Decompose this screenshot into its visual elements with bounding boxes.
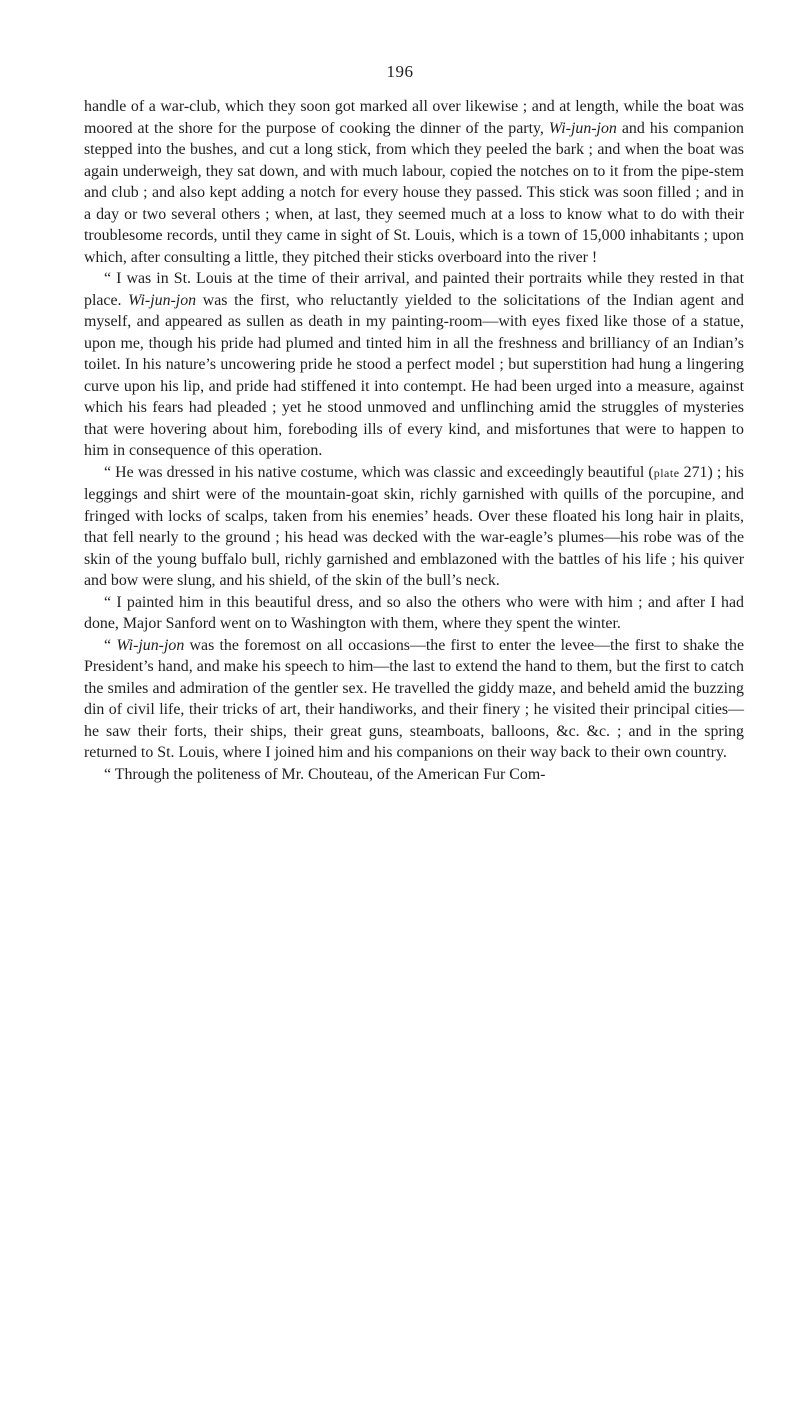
paragraph	[84, 462, 744, 592]
plate-reference: plate	[653, 465, 680, 480]
italic-name: Wi-jun-jon	[128, 291, 197, 309]
text-run: “ He was dressed in his native costume, which was classic and exceedingly beautiful (	[104, 463, 654, 481]
page-number: 196	[386, 62, 414, 81]
italic-name: Wi-jun-jon	[116, 636, 185, 654]
paragraph	[84, 764, 744, 786]
text-run: “ I was in St. Louis at the time of their arrival, and painted their portraits while they rested in that place.	[84, 270, 744, 309]
text-run: was the foremost on all occasions—the first to enter the levee—the first to shake the President’s hand, and make his speech to him—the last to extend the hand to them, but the first to catch the smiles and admiration of the gentler sex. He travelled the giddy maze, and beheld amid the buzzing din of civil life, their tricks of art, their handiworks, and their finery ; he visited their principal cities—he saw their forts, their ships, their great guns, steamboats, balloons, &c. &c. ; and in the spring returned to St. Louis, where I joined him and his companions on their way back to their own country.	[84, 636, 745, 761]
text-run: “ Through the politeness of Mr. Chouteau, of the American Fur Com-	[104, 765, 546, 783]
text-run: “ I painted him in this beautiful dress, and so also the others who were with him ; and after I had done, Major Sanford went on to Washington with them, where they spent the winter.	[84, 593, 744, 632]
paragraph	[84, 268, 744, 462]
italic-name: Wi-jun-jon	[548, 119, 617, 137]
text-run: “	[104, 636, 117, 654]
text-run: was the first, who reluctantly yielded to the solicitations of the Indian agent and myself, and appeared as sullen as death in my painting-room—with eyes fixed like those of a statue, upon me, though his pride had plumed and tinted him in all the freshness and brilliancy of an Indian’s toilet. In his nature’s uncowering pride he stood a perfect model ; but superstition had hung a lingering curve upon his lip, and pride had stiffened it into contempt. He had been urged into a measure, against which his fears had pleaded ; yet he stood unmoved and unflinching amid the struggles of mysteries that were hovering about him, foreboding ills of every kind, and misfortunes that were to happen to him in consequence of this operation.	[84, 291, 745, 459]
paragraph	[84, 635, 744, 764]
body-text	[84, 96, 744, 785]
paragraph	[84, 96, 744, 268]
paragraph	[84, 592, 744, 635]
text-run: and his companion stepped into the bushes, and cut a long stick, from which they peeled the bark ; and when the boat was again underweigh, they sat down, and with much labour, copied the notches on to it from the pipe-stem and club ; and also kept adding a notch for every house they passed. This stick was soon filled ; and in a day or two several others ; when, at last, they seemed much at a loss to know what to do with their troublesome records, until they came in sight of St. Louis, which is a town of 15,000 inhabitants ; upon which, after consulting a little, they pitched their sticks overboard into the river !	[84, 119, 744, 266]
text-run: handle of a war-club, which they soon got marked all over likewise ; and at length, while the boat was moored at the shore for the purpose of cooking the dinner of the party,	[84, 98, 744, 137]
text-run: 271) ; his leggings and shirt were of the mountain-goat skin, richly garnished with quills of the porcupine, and fringed with locks of scalps, taken from his enemies’ heads. Over these floated his long hair in plaits, that fell nearly to the ground ; his head was decked with the war-eagle’s plumes—his robe was of the skin of the young buffalo bull, richly garnished and emblazoned with the battles of his life ; his quiver and bow were slung, and his shield, of the skin of the bull’s neck.	[84, 463, 744, 589]
